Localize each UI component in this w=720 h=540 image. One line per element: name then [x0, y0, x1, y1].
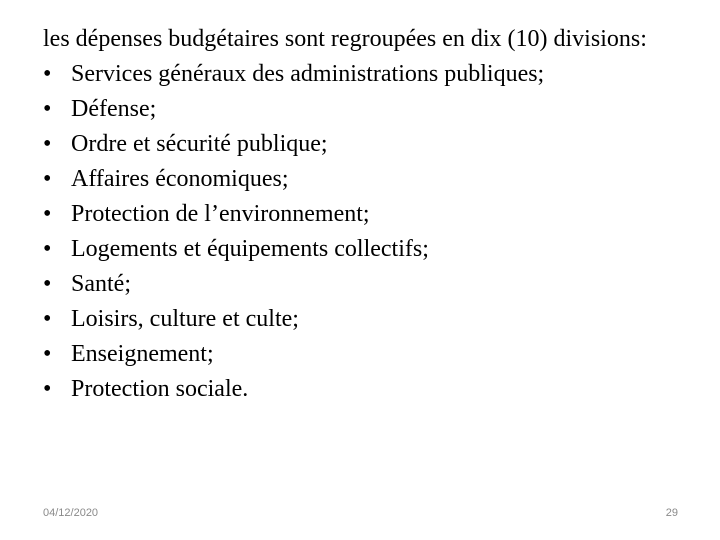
list-item	[43, 197, 673, 232]
list-item-text: Logements et équipements collectifs;	[71, 236, 429, 262]
bullet-icon: •	[43, 341, 52, 367]
list-item	[43, 372, 673, 407]
list-item	[43, 337, 673, 372]
bullet-icon: •	[43, 306, 52, 332]
list-item	[43, 267, 673, 302]
bullet-icon: •	[43, 96, 52, 122]
list-item	[43, 302, 673, 337]
list-item	[43, 92, 673, 127]
bullet-list	[43, 57, 673, 407]
list-item	[43, 57, 673, 92]
bullet-icon: •	[43, 61, 52, 87]
bullet-icon: •	[43, 236, 52, 262]
list-item	[43, 127, 673, 162]
list-item	[43, 232, 673, 267]
list-item-text: Services généraux des administrations publiques;	[71, 61, 545, 87]
list-item-text: Enseignement;	[71, 341, 214, 367]
list-item-text: Loisirs, culture et culte;	[71, 306, 299, 332]
list-item-text: Défense;	[71, 96, 157, 122]
list-item-text: Affaires économiques;	[71, 166, 289, 192]
footer-date: 04/12/2020	[43, 507, 99, 519]
slide-content	[43, 22, 673, 407]
list-item-text: Protection de l’environnement;	[71, 201, 370, 227]
list-item	[43, 162, 673, 197]
intro-paragraph: les dépenses budgétaires sont regroupées en dix (10) divisions:	[43, 26, 647, 52]
bullet-icon: •	[43, 201, 52, 227]
bullet-icon: •	[43, 131, 52, 157]
bullet-icon: •	[43, 271, 52, 297]
list-item-text: Protection sociale.	[71, 376, 249, 402]
bullet-icon: •	[43, 166, 52, 192]
list-item-text: Ordre et sécurité publique;	[71, 131, 328, 157]
bullet-icon: •	[43, 376, 52, 402]
page-number: 29	[665, 507, 678, 519]
list-item-text: Santé;	[71, 271, 131, 297]
